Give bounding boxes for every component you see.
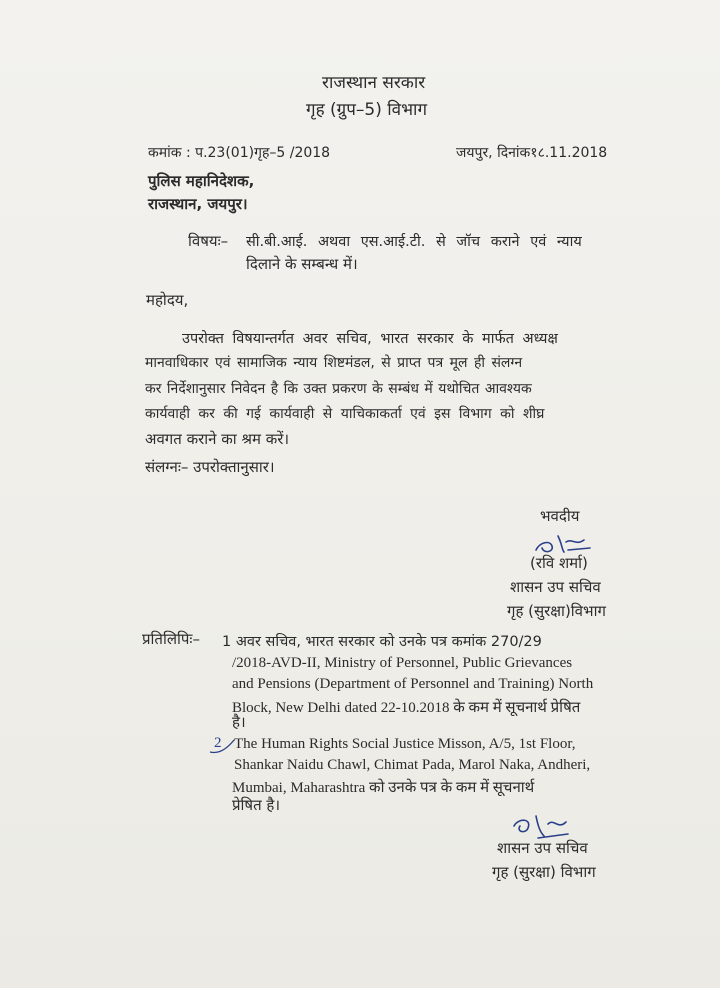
copy-item-1-line-1: 1 अवर सचिव, भारत सरकार को उनके पत्र कमांक 270/29: [222, 634, 542, 650]
place-date: जयपुर, दिनांक१८.11.2018: [456, 145, 608, 161]
body-line-1: उपरोक्त विषयान्तर्गत अवर सचिव, भारत सरकार के मार्फत अध्यक्ष: [182, 331, 558, 347]
copy-item-1-line-2: /2018-AVD-II, Ministry of Personnel, Public Grievances: [232, 655, 573, 671]
copy-item-2-line-1: The Human Rights Social Justice Misson, A/5, 1st Floor,: [234, 736, 576, 752]
closing: भवदीय: [540, 507, 580, 525]
body-line-2: मानवाधिकार एवं सामाजिक न्याय शिष्टमंडल, से प्राप्त पत्र मूल ही संलग्न: [145, 355, 523, 371]
addressee-line-2: राजस्थान, जयपुर।: [148, 195, 248, 213]
subject-label: विषयः–: [188, 232, 229, 250]
copy-label: प्रतिलिपिः–: [142, 630, 200, 648]
signatory-2-dept: गृह (सुरक्षा) विभाग: [492, 863, 596, 881]
reference-number: कमांक : प.23(01)गृह–5 /2018: [148, 145, 331, 161]
signature-2: [508, 808, 580, 842]
subject-line-1: सी.बी.आई. अथवा एस.आई.टी. से जॉच कराने एवं न्याय: [246, 234, 582, 250]
enclosure-note: संलग्नः– उपरोक्तानुसार।: [145, 458, 275, 476]
signatory-dept: गृह (सुरक्षा)विभाग: [507, 602, 606, 620]
salutation: महोदय,: [146, 291, 189, 309]
subject-line-2: दिलाने के सम्बन्ध में।: [246, 255, 358, 273]
copy-item-2-line-3: Mumbai, Maharashtra को उनके पत्र के कम में सूचनार्थ: [232, 780, 535, 796]
body-line-3: कर निर्देशानुसार निवेदन है कि उक्त प्रकरण के सम्बंध में यथोचित आवश्यक: [145, 381, 532, 397]
copy-item-1-line-5: है।: [232, 713, 246, 731]
dept-heading: गृह (ग्रुप–5) विभाग: [306, 100, 428, 120]
copy-item-2-line-2: Shankar Naidu Chawl, Chimat Pada, Marol Naka, Andheri,: [234, 757, 591, 773]
signatory-name: (रवि शर्मा): [530, 554, 588, 572]
org-heading: राजस्थान सरकार: [322, 73, 426, 93]
copy-item-2-number: 2: [214, 735, 222, 751]
copy-item-2-line-4: प्रेषित है।: [232, 796, 281, 814]
addressee-line-1: पुलिस महानिदेशक,: [148, 172, 255, 190]
copy-item-1-line-4: Block, New Delhi dated 22-10.2018 के कम में सूचनार्थ प्रेषित: [232, 700, 581, 716]
body-line-5: अवगत कराने का श्रम करें।: [145, 430, 290, 448]
body-line-4: कार्यवाही कर की गई कार्यवाही से याचिकाकर्ता एवं इस विभाग को शीघ्र: [145, 406, 545, 422]
signatory-2-title: शासन उप सचिव: [497, 839, 588, 857]
copy-item-1-line-3: and Pensions (Department of Personnel and Training) North: [232, 676, 594, 692]
signatory-title: शासन उप सचिव: [510, 578, 601, 596]
pen-mark: [208, 738, 236, 756]
